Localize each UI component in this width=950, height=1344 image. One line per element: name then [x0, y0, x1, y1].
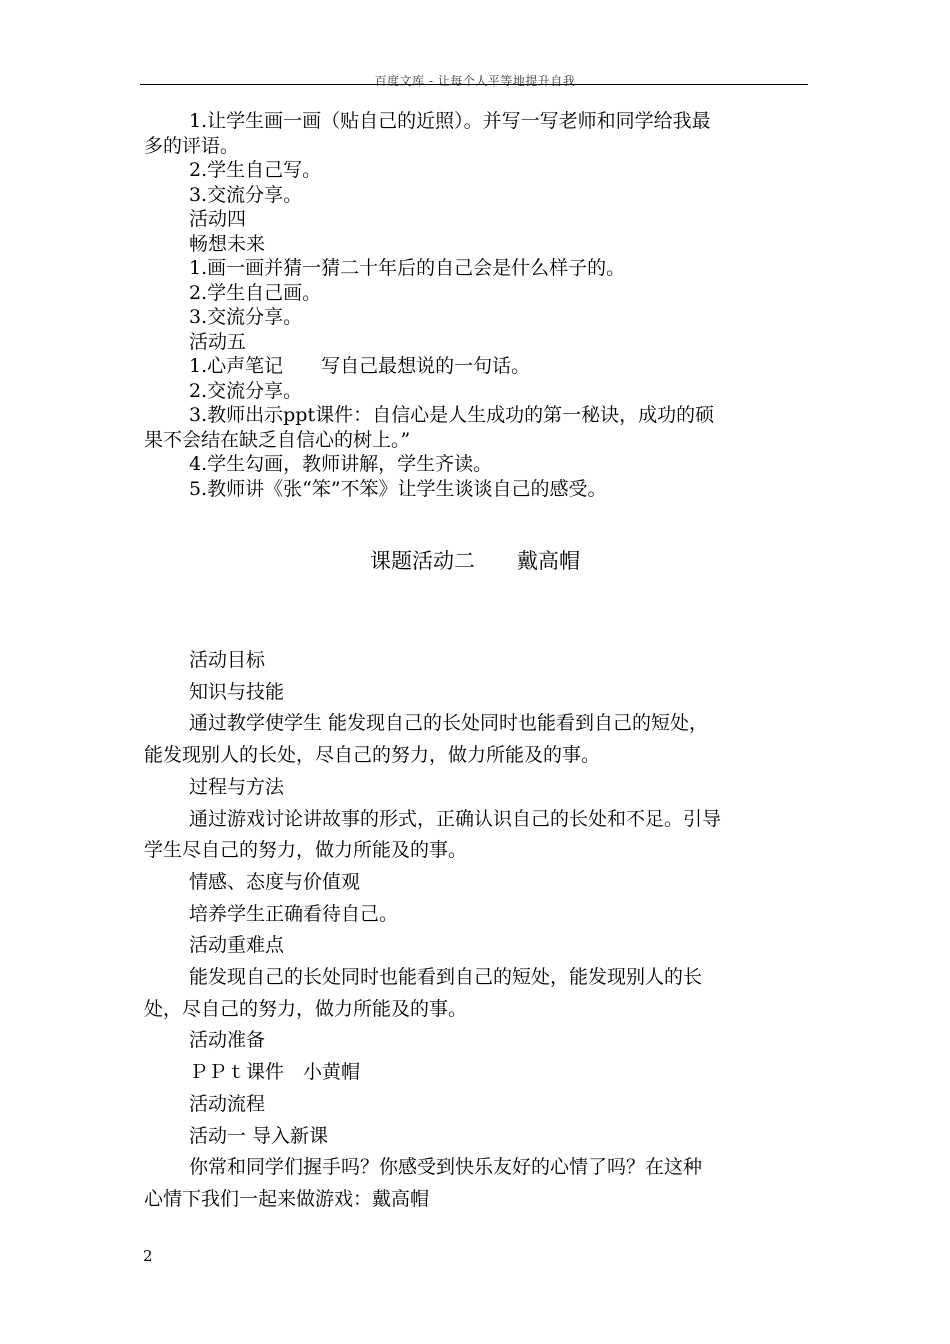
text-line: 活动目标 — [189, 649, 266, 671]
text-line: 3.教师出示ppt课件：自信心是人生成功的第一秘诀，成功的硕 — [189, 404, 715, 426]
text-line: 处，尽自己的努力，做力所能及的事。 — [144, 997, 468, 1020]
text-line: 3.交流分享。 — [189, 183, 303, 206]
text-line: 能发现自己的长处同时也能看到自己的短处，能发现别人的长 — [189, 966, 703, 989]
text-line: 你常和同学们握手吗？你感受到快乐友好的心情了吗？在这种 — [189, 1156, 703, 1179]
text-line: 通过游戏讨论讲故事的形式，正确认识自己的长处和不足。引导 — [189, 807, 722, 830]
text-line: 1.让学生画一画（贴自己的近照）。并写一写老师和同学给我最 — [189, 110, 711, 132]
text-line: 能发现别人的长处，尽自己的努力，做力所能及的事。 — [144, 744, 601, 767]
text-line: 1.心声笔记 写自己最想说的一句话。 — [189, 355, 531, 377]
text-line: 情感、态度与价值观 — [189, 870, 361, 893]
text-line: 4.学生勾画，教师讲解，学生齐读。 — [189, 453, 493, 475]
text-line: ＰＰｔ课件 小黄帽 — [189, 1061, 361, 1084]
text-line: 多的评语。 — [144, 134, 240, 157]
text-line: 心情下我们一起来做游戏：戴高帽 — [144, 1187, 430, 1210]
text-line: 活动五 — [189, 330, 247, 353]
page-number: 2 — [143, 1247, 153, 1265]
text-line: 5.教师讲《张“笨”不笨》让学生谈谈自己的感受。 — [189, 477, 607, 500]
text-line: 培养学生正确看待自己。 — [189, 902, 399, 925]
section-activity-steps — [144, 109, 814, 501]
section-title: 课题活动二 戴高帽 — [370, 549, 580, 573]
text-line: 通过教学使学生 能发现自己的长处同时也能看到自己的短处， — [189, 712, 709, 735]
text-line: 活动准备 — [189, 1029, 266, 1052]
section-lesson-plan — [144, 645, 814, 1216]
text-line: 2.学生自己写。 — [189, 159, 322, 181]
text-line: 3.交流分享。 — [189, 306, 303, 328]
header-rule — [140, 84, 808, 85]
text-line: 果不会结在缺乏自信心的树上。” — [144, 428, 411, 451]
text-line: 学生尽自己的努力，做力所能及的事。 — [144, 839, 468, 862]
text-line: 活动重难点 — [189, 934, 285, 957]
text-line: 畅想未来 — [189, 232, 266, 255]
text-line: 1.画一画并猜一猜二十年后的自己会是什么样子的。 — [189, 257, 626, 279]
text-line: 2.交流分享。 — [189, 379, 303, 402]
text-line: 过程与方法 — [189, 775, 285, 798]
text-line: 2.学生自己画。 — [189, 281, 322, 304]
text-line: 活动四 — [189, 208, 247, 230]
text-line: 知识与技能 — [189, 680, 285, 703]
text-line: 活动流程 — [189, 1092, 266, 1115]
text-line: 活动一 导入新课 — [189, 1124, 329, 1147]
page-header: 百度文库 - 让每个人平等地提升自我 — [374, 74, 576, 88]
